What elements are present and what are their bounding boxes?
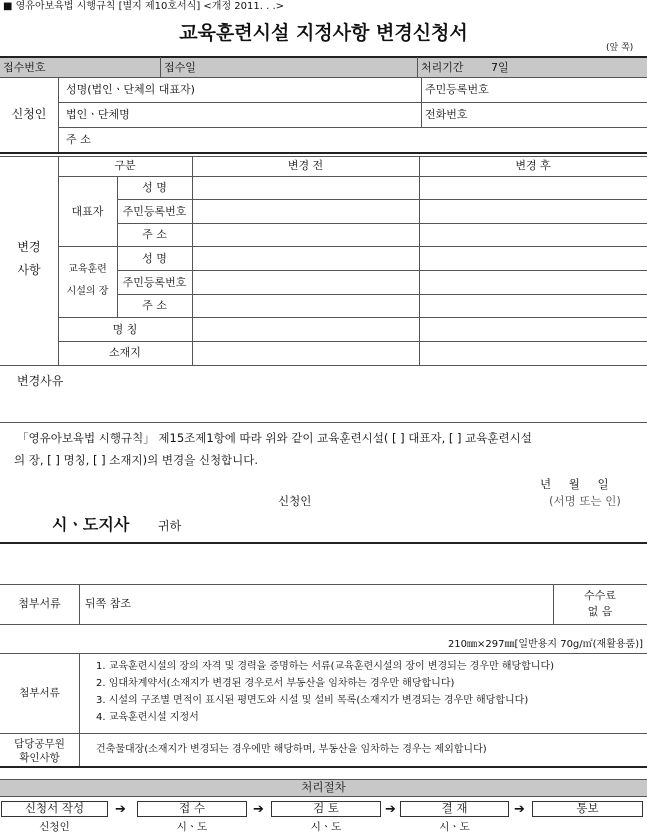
attachments-value: 뒤쪽 참조 (85, 597, 132, 610)
arrow-right-icon: ➔ (253, 802, 264, 817)
back-attachments-label: 첨부서류 (19, 687, 60, 699)
officer-check-label-1: 담당공무원 (14, 738, 65, 750)
signature-date: 년 월 일 (540, 477, 609, 491)
recipient-honorific: 귀하 (158, 519, 182, 533)
col-header-after: 변경 후 (515, 159, 551, 172)
group-facility-head-1: 교육훈련 (68, 264, 107, 275)
process-step-1: 신청서 작성 (1, 801, 108, 817)
process-step-2: 접 수 (137, 801, 247, 817)
arrow-right-icon: ➔ (385, 802, 396, 817)
process-actor-2: 시ㆍ도 (176, 821, 208, 833)
applicant-org-label: 법인ㆍ단체명 (66, 108, 130, 121)
back-attachment-item-3: 3. 시설의 구조별 면적이 표시된 평면도와 시설 및 설비 목록(소재지가 변경되는 경우만 해당합니다) (96, 695, 529, 706)
processing-period-label: 처리기간 (421, 61, 464, 74)
paper-size-note: 210㎜×297㎜[일반용지 70g/㎡(재활용품)] (447, 639, 643, 650)
processing-period-value: 7일 (491, 61, 509, 74)
fee-value: 없 음 (587, 605, 613, 618)
arrow-right-icon: ➔ (514, 802, 525, 817)
facility-location-label: 소재지 (109, 346, 141, 359)
receipt-row (0, 57, 647, 77)
back-attachment-item-1: 1. 교육훈련시설의 장의 자격 및 경력을 증명하는 서류(교육훈련시설의 장이 변경되는 경우만 해당합니다) (96, 661, 555, 672)
process-step-4: 결 재 (400, 801, 509, 817)
changes-section-label-1: 변경 (17, 240, 41, 254)
form-source: ■ 영유아보육법 시행규칙 [별지 제10호서식] <개정 2011. . .> (3, 1, 285, 12)
signature-applicant-label: 신청인 (278, 494, 312, 508)
rep-rrn-label: 주민등록번호 (122, 205, 187, 218)
applicant-address-label: 주 소 (66, 133, 91, 146)
recipient-title: 시ㆍ도지사 (52, 515, 130, 534)
statement-line-2: 의 장, [ ] 명칭, [ ] 소재지)의 변경을 신청합니다. (14, 453, 259, 467)
change-reason-label: 변경사유 (17, 374, 64, 388)
back-attachment-item-2: 2. 임대차계약서(소재지가 변경된 경우로서 부동산을 임차하는 경우만 해당합니다) (96, 678, 455, 689)
group-facility-head-2: 시설의 장 (66, 286, 109, 297)
back-attachment-item-4: 4. 교육훈련시설 지정서 (96, 712, 199, 723)
process-actor-4: 시ㆍ도 (439, 821, 470, 833)
rep-name-label: 성 명 (142, 181, 167, 194)
process-step-3: 검 토 (271, 801, 381, 817)
process-actor-3: 시ㆍ도 (310, 821, 342, 833)
applicant-phone-label: 전화번호 (425, 108, 468, 121)
col-header-category: 구분 (114, 159, 136, 172)
col-header-before: 변경 전 (287, 159, 324, 172)
applicant-section-label: 신청인 (11, 107, 47, 121)
facility-title-label: 명 칭 (112, 323, 138, 336)
attachments-label: 첨부서류 (18, 597, 61, 610)
page-title: 교육훈련시설 지정사항 변경신청서 (179, 22, 468, 44)
changes-section-label-2: 사항 (17, 263, 41, 277)
receipt-date-label: 접수일 (164, 61, 196, 74)
statement-line-1: 「영유아보육법 시행규칙」 제15조제1항에 따라 위와 같이 교육훈련시설( [ ] 대표자, [ ] 교육훈련시설 (17, 431, 532, 445)
process-step-5: 통보 (532, 801, 643, 817)
receipt-number-label: 접수번호 (3, 61, 46, 74)
applicant-rrn-label: 주민등록번호 (425, 83, 489, 96)
arrow-right-icon: ➔ (115, 802, 126, 817)
applicant-name-label: 성명(법인ㆍ단체의 대표자) (66, 83, 195, 96)
signature-sign-label: (서명 또는 인) (549, 494, 621, 508)
head-name-label: 성 명 (142, 252, 167, 265)
officer-check-label-2: 확인사항 (19, 752, 60, 764)
process-actor-1: 신청인 (39, 821, 70, 833)
process-title: 처리절차 (301, 780, 346, 794)
officer-check-value: 건축물대장(소재지가 변경되는 경우에만 해당하며, 부동산을 임차하는 경우는 제외합니다) (96, 744, 487, 755)
head-address-label: 주 소 (142, 299, 167, 312)
page-side-note: (앞 쪽) (606, 43, 634, 53)
group-representative: 대표자 (71, 205, 104, 218)
rep-address-label: 주 소 (142, 228, 167, 241)
head-rrn-label: 주민등록번호 (122, 276, 187, 289)
fee-label: 수수료 (584, 589, 616, 602)
